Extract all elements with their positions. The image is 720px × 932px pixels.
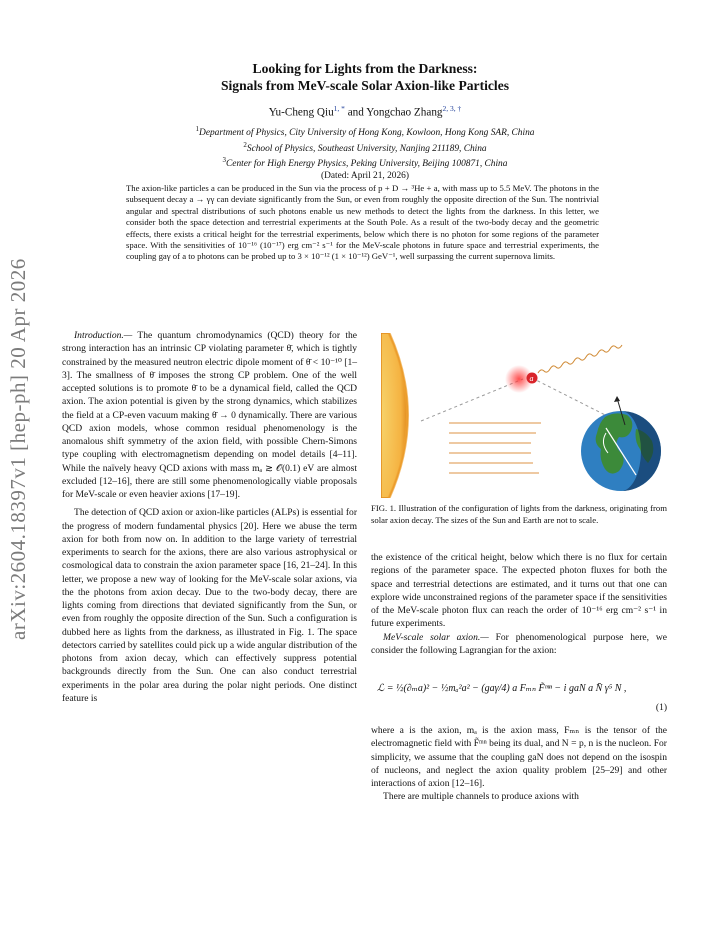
intro-paragraph bbox=[62, 329, 357, 501]
affil-number: 1 bbox=[195, 125, 200, 133]
equation-number: (1) bbox=[655, 703, 667, 713]
title-line-1: Looking for Lights from the Darkness: bbox=[252, 61, 478, 76]
affil-number: 2 bbox=[243, 140, 247, 149]
author-list bbox=[100, 104, 630, 119]
date-line: (Dated: April 21, 2026) bbox=[320, 171, 409, 182]
figure-svg bbox=[381, 333, 663, 498]
equation-body: ℒ = ½(∂ₘa)² − ½mₐ²a² − (gaγ/4) a Fₘₙ F̃ᵐⁿ − i gaN a N̄ γ⁵ N , bbox=[377, 683, 627, 694]
paper-title bbox=[100, 60, 630, 94]
production-paragraph: There are multiple channels to produce axions with bbox=[383, 791, 579, 803]
intro-text: The quantum chromodynamics (QCD) theory for the strong interaction has an intrinsic CP violating parameter θ̄, which is tightly constrained by the measured neutron electric dipole moment of θ̄ < 10⁻¹⁰ [1–3]. The smallness of θ̄ imposes the strong CP problem. One of the well accepted solutions is to promote θ̄ to be a dynamical field, called the QCD axion. The axion potential is given by the strong dynamics, which stabilizes the field at a CP-even vacuum making θ̄ → 0 dynamically. There are various QCD axion models, whose common residual phenomenology is the anomalous shift symmetry of the axion field, with possible Chern-Simons type coupling with electromagnetism depending on model details [4–11]. While the naïvely heavy QCD axions with mass mₐ ≳ 𝒪(0.1) eV are almost excluded [12–16], there are still some phenomenologically viable proposals for MeV-scale or even heavier axions [17–19]. bbox=[62, 330, 357, 500]
affiliations bbox=[100, 124, 630, 183]
affiliation-line bbox=[100, 140, 630, 156]
affil-number: 3 bbox=[222, 156, 227, 165]
detector-arrowhead bbox=[614, 396, 620, 402]
figure-1-caption: FIG. 1. Illustration of the configuration of lights from the darkness, originating from solar axion decay. The sizes of the Sun and Earth are not to scale. bbox=[371, 503, 667, 525]
solar-rays bbox=[449, 423, 541, 473]
author-name: Yongchao Zhang bbox=[366, 106, 443, 119]
author-affil-mark[interactable]: 2, 3, † bbox=[442, 104, 462, 113]
affil-text: School of Physics, Southeast University, Nanjing 211189, China bbox=[246, 143, 487, 154]
sun-shape bbox=[381, 333, 408, 498]
equation-1 bbox=[371, 677, 667, 711]
left-column bbox=[62, 329, 357, 705]
author-conjunction: and bbox=[344, 106, 367, 119]
title-line-2: Signals from MeV-scale Solar Axion-like Particles bbox=[220, 78, 510, 93]
section-heading-mev-axion: MeV-scale solar axion.— bbox=[383, 631, 489, 643]
author-name: Yu-Cheng Qiu bbox=[268, 106, 334, 119]
figure-1-illustration bbox=[381, 333, 663, 498]
affiliation-line bbox=[100, 124, 630, 140]
photon-wavy-line bbox=[538, 345, 622, 373]
continued-paragraph: the existence of the critical height, below which there is no flux for certain regions of the parameter space. The expected photon fluxes for both the space and terrestrial detections are estimated, and it turns out that one can explore wide unconstrained regions of the parameter space if the sensitivities of the MeV-scale photon flux can reach the order of 10⁻¹⁶ erg cm⁻² s⁻¹ in future experiments. bbox=[371, 552, 667, 630]
axion-label: a bbox=[529, 374, 534, 383]
section-heading-introduction: Introduction.— bbox=[74, 330, 133, 341]
lagrangian-intro-paragraph bbox=[371, 631, 667, 658]
right-column bbox=[371, 551, 667, 657]
abstract: The axion-like particles a can be produced in the Sun via the process of p + D → ³He + a, with mass up to 5.5 MeV. The photons in the subsequent decay a → γγ can deviate significantly from the Sun, or even from roughly the opposite direction of the Sun. The nontrivial angular and spectral distributions of such photons enable us new methods to detect the lights from the darkness. In this letter, we consider both the space detection and terrestrial experiments at the South Pole. As a result of the two-body decay and the geometric effects, there exists a critical height for the terrestrial experiments, below which there is no photon for some regions of the parameter space. With the sensitivities of 10⁻¹⁶ (10⁻¹⁷) erg cm⁻² s⁻¹ for the MeV-scale photons in future space and terrestrial experiments, the coupling gaγ of a to photons can be probed up to 3 × 10⁻¹² (1 × 10⁻¹²) GeV⁻¹, well surpassing the current supernova limits. bbox=[126, 183, 599, 262]
affil-text: Department of Physics, City University of Hong Kong, Kowloon, Hong Kong SAR, China bbox=[199, 128, 535, 139]
affil-text: Center for High Energy Physics, Peking University, Beijing 100871, China bbox=[226, 159, 508, 170]
author-affil-mark[interactable]: 1, * bbox=[333, 104, 345, 113]
right-column-lower bbox=[371, 724, 667, 804]
definitions-paragraph: where a is the axion, mₐ is the axion mass, Fₘₙ is the tensor of the electromagnetic field with F̃ᵐⁿ being its dual, and N = p, n is the nucleon. For simplicity, we assume that the coupling gaN does not depend on the isospin of nucleons, and neglect the axion quality problem [25–29] and other interactions of axion [12–16]. bbox=[371, 725, 667, 789]
detection-paragraph: The detection of QCD axion or axion-like particles (ALPs) is essential for the progress of modern fundamental physics [20]. Here we abuse the term axion for both from now on. In addition to the large variety of terrestrial experiments to search for the axions, there are also various astrophysical or cosmological data to constrain the axion parameter space [16, 21–24]. In this letter, we propose a new way of looking for the MeV-scale solar axions, via the the photons from axion decay. Due to the two-body decay, there are lights coming from directions that deviated significantly from the Sun, or even from roughly the opposite direction of the Sun. Such a configuration is dubbed here as lights from the darkness, as illustrated in Fig. 1. The space detectors carried by satellites could pick up a wide angular distribution of the photons from axion decay, which can effectively suppress potential backgrounds directly from the Sun. One can also conduct terrestrial experiments in the polar area during the polar night periods. One distinct feature is bbox=[62, 507, 357, 704]
affiliation-line bbox=[100, 155, 630, 171]
arxiv-identifier: arXiv:2604.18397v1 [hep-ph] 20 Apr 2026 bbox=[6, 258, 30, 640]
lagrangian-intro-text: For phenomenological purpose here, we consider the following Lagrangian for the axion: bbox=[371, 631, 667, 656]
